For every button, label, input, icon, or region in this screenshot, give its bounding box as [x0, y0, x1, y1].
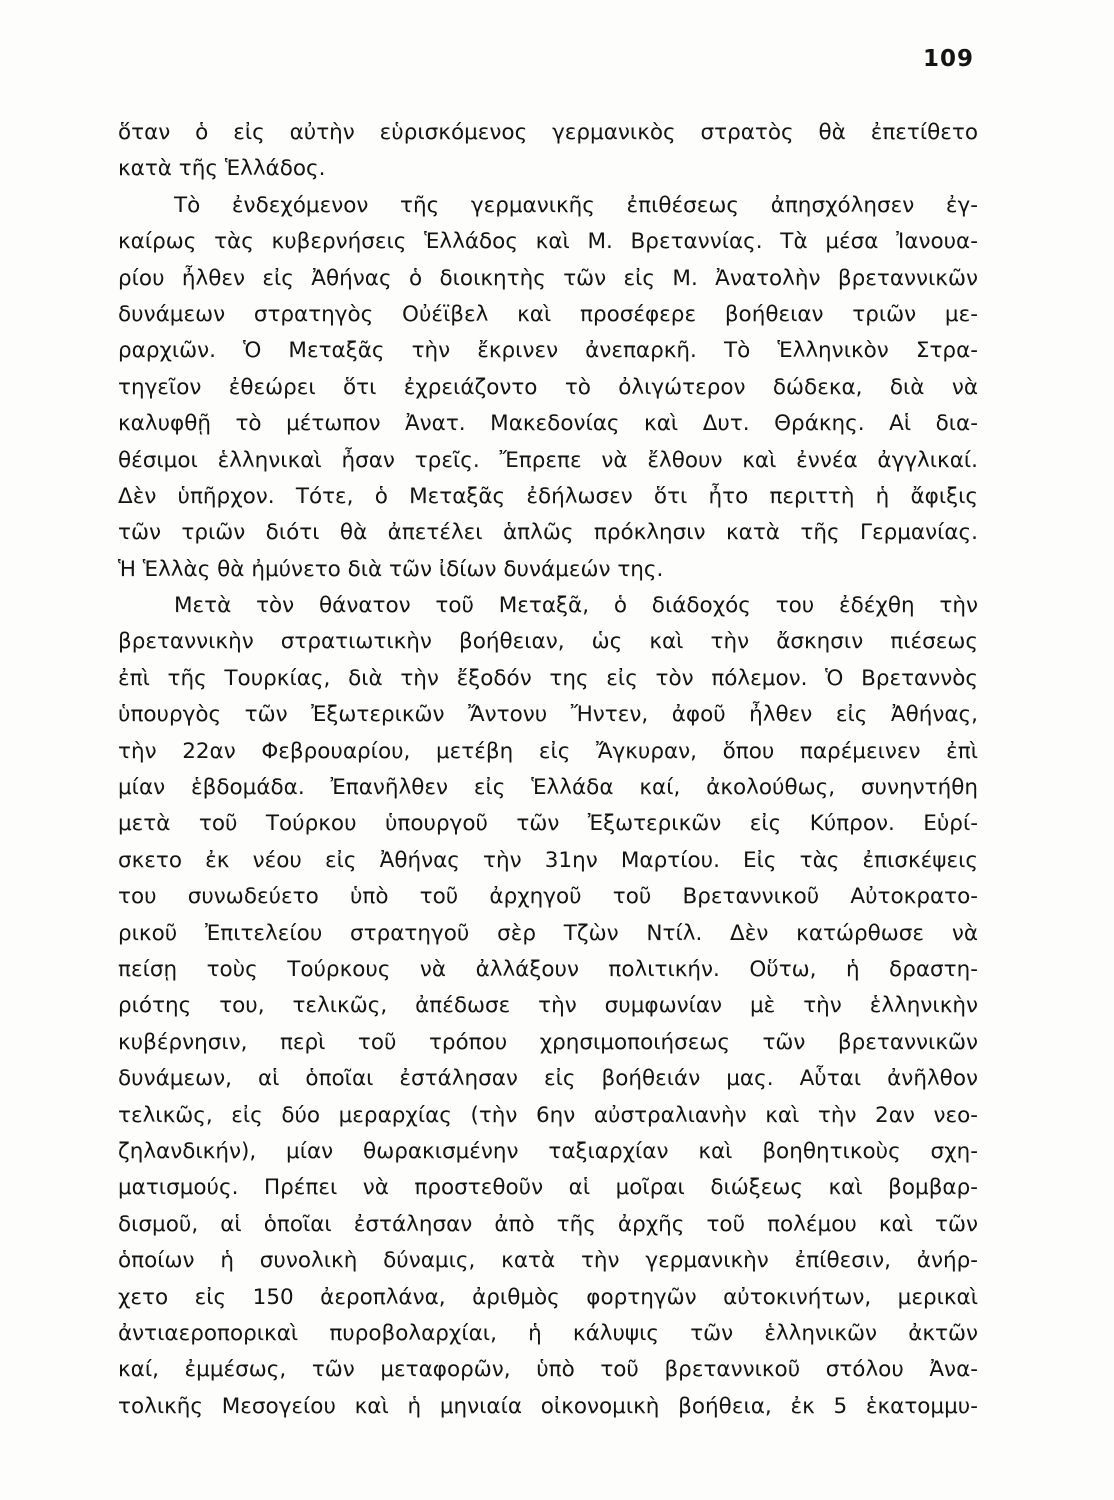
- text-line: του συνωδεύετο ὑπὸ τοῦ ἀρχηγοῦ τοῦ Βρεταννικοῦ Αὐτοκρατο-: [118, 884, 978, 910]
- text-line: καλυφθῇ τὸ μέτωπον Ἀνατ. Μακεδονίας καὶ Δυτ. Θράκης. Αἱ δια-: [118, 411, 978, 437]
- text-line: ραρχιῶν. Ὁ Μεταξᾶς τὴν ἔκρινεν ἀνεπαρκῆ. Τὸ Ἑλληνικὸν Στρα-: [118, 338, 978, 364]
- text-line: θέσιμοι ἑλληνικαὶ ἦσαν τρεῖς. Ἔπρεπε νὰ ἔλθουν καὶ ἐννέα ἀγγλικαί.: [118, 447, 978, 473]
- text-line: καίρως τὰς κυβερνήσεις Ἑλλάδος καὶ Μ. Βρεταννίας. Τὰ μέσα Ἰανουα-: [118, 229, 978, 255]
- text-line: βρεταννικὴν στρατιωτικὴν βοήθειαν, ὡς καὶ τὴν ἄσκησιν πιέσεως: [118, 629, 978, 655]
- text-line: Τὸ ἐνδεχόμενον τῆς γερμανικῆς ἐπιθέσεως ἀπησχόλησεν ἐγ-: [174, 192, 978, 218]
- text-line: κατὰ τῆς Ἑλλάδος.: [118, 156, 326, 182]
- text-line: μίαν ἑβδομάδα. Ἐπανῆλθεν εἰς Ἑλλάδα καί, ἀκολούθως, συνηντήθη: [118, 775, 978, 801]
- text-line: ἐπὶ τῆς Τουρκίας, διὰ τὴν ἔξοδόν της εἰς τὸν πόλεμον. Ὁ Βρεταννὸς: [118, 665, 978, 691]
- page-number: 109: [922, 46, 974, 72]
- text-line: τηγεῖον ἐθεώρει ὅτι ἐχρειάζοντο τὸ ὀλιγώτερον δώδεκα, διὰ νὰ: [118, 374, 978, 400]
- text-line: δυνάμεων, αἱ ὁποῖαι ἐστάλησαν εἰς βοήθειάν μας. Αὗται ἀνῆλθον: [118, 1066, 978, 1092]
- text-line: ὁποίων ἡ συνολικὴ δύναμις, κατὰ τὴν γερμανικὴν ἐπίθεσιν, ἀνήρ-: [118, 1248, 978, 1274]
- text-line: Μετὰ τὸν θάνατον τοῦ Μεταξᾶ, ὁ διάδοχός του ἐδέχθη τὴν: [174, 593, 978, 619]
- text-line: τῶν τριῶν διότι θὰ ἀπετέλει ἁπλῶς πρόκλησιν κατὰ τῆς Γερμανίας.: [118, 520, 978, 546]
- text-line: ρικοῦ Ἐπιτελείου στρατηγοῦ σὲρ Τζὼν Ντίλ. Δὲν κατώρθωσε νὰ: [118, 920, 978, 946]
- text-line: Ἡ Ἑλλὰς θὰ ἠμύνετο διὰ τῶν ἰδίων δυνάμεών της.: [118, 556, 664, 582]
- body-text: [118, 115, 978, 1425]
- text-line: κυβέρνησιν, περὶ τοῦ τρόπου χρησιμοποιήσεως τῶν βρεταννικῶν: [118, 1029, 978, 1055]
- text-line: μετὰ τοῦ Τούρκου ὑπουργοῦ τῶν Ἐξωτερικῶν εἰς Κύπρον. Εὑρί-: [118, 811, 978, 837]
- text-line: ρίου ἦλθεν εἰς Ἀθήνας ὁ διοικητὴς τῶν εἰς Μ. Ἀνατολὴν βρεταννικῶν: [118, 265, 978, 291]
- text-line: τολικῆς Μεσογείου καὶ ἡ μηνιαία οἰκονομικὴ βοήθεια, ἐκ 5 ἑκατομμυ-: [118, 1393, 978, 1419]
- text-line: Δὲν ὑπῆρχον. Τότε, ὁ Μεταξᾶς ἐδήλωσεν ὅτι ἦτο περιττὴ ἡ ἄφιξις: [118, 483, 978, 509]
- text-line: ὑπουργὸς τῶν Ἐξωτερικῶν Ἄντονυ Ἤντεν, ἀφοῦ ἦλθεν εἰς Ἀθήνας,: [118, 702, 978, 728]
- text-line: ὅταν ὁ εἰς αὐτὴν εὑρισκόμενος γερμανικὸς στρατὸς θὰ ἐπετίθετο: [118, 120, 978, 145]
- text-line: δυνάμεων στρατηγὸς Οὐέϊβελ καὶ προσέφερε βοήθειαν τριῶν με-: [118, 301, 978, 327]
- text-line: δισμοῦ, αἱ ὁποῖαι ἐστάλησαν ἀπὸ τῆς ἀρχῆς τοῦ πολέμου καὶ τῶν: [118, 1211, 978, 1237]
- text-line: τὴν 22αν Φεβρουαρίου, μετέβη εἰς Ἄγκυραν, ὅπου παρέμεινεν ἐπὶ: [118, 738, 978, 764]
- text-line: ἀντιαεροπορικαὶ πυροβολαρχίαι, ἡ κάλυψις τῶν ἑλληνικῶν ἀκτῶν: [118, 1320, 978, 1346]
- text-line: ζηλανδικήν), μίαν θωρακισμένην ταξιαρχίαν καὶ βοηθητικοὺς σχη-: [118, 1138, 978, 1164]
- text-line: χετο εἰς 150 ἀεροπλάνα, ἀριθμὸς φορτηγῶν αὐτοκινήτων, μερικαὶ: [118, 1284, 978, 1310]
- text-line: ριότης του, τελικῶς, ἀπέδωσε τὴν συμφωνίαν μὲ τὴν ἑλληνικὴν: [118, 993, 978, 1019]
- text-line: ματισμούς. Πρέπει νὰ προστεθοῦν αἱ μοῖραι διώξεως καὶ βομβαρ-: [118, 1175, 978, 1201]
- text-line: σκετο ἐκ νέου εἰς Ἀθήνας τὴν 31ην Μαρτίου. Εἰς τὰς ἐπισκέψεις: [118, 847, 978, 873]
- text-line: τελικῶς, εἰς δύο μεραρχίας (τὴν 6ην αὐστραλιανὴν καὶ τὴν 2αν νεο-: [118, 1102, 978, 1128]
- text-line: πείσῃ τοὺς Τούρκους νὰ ἀλλάξουν πολιτικήν. Οὕτω, ἡ δραστη-: [118, 956, 978, 982]
- text-line: καί, ἐμμέσως, τῶν μεταφορῶν, ὑπὸ τοῦ βρεταννικοῦ στόλου Ἀνα-: [118, 1357, 978, 1383]
